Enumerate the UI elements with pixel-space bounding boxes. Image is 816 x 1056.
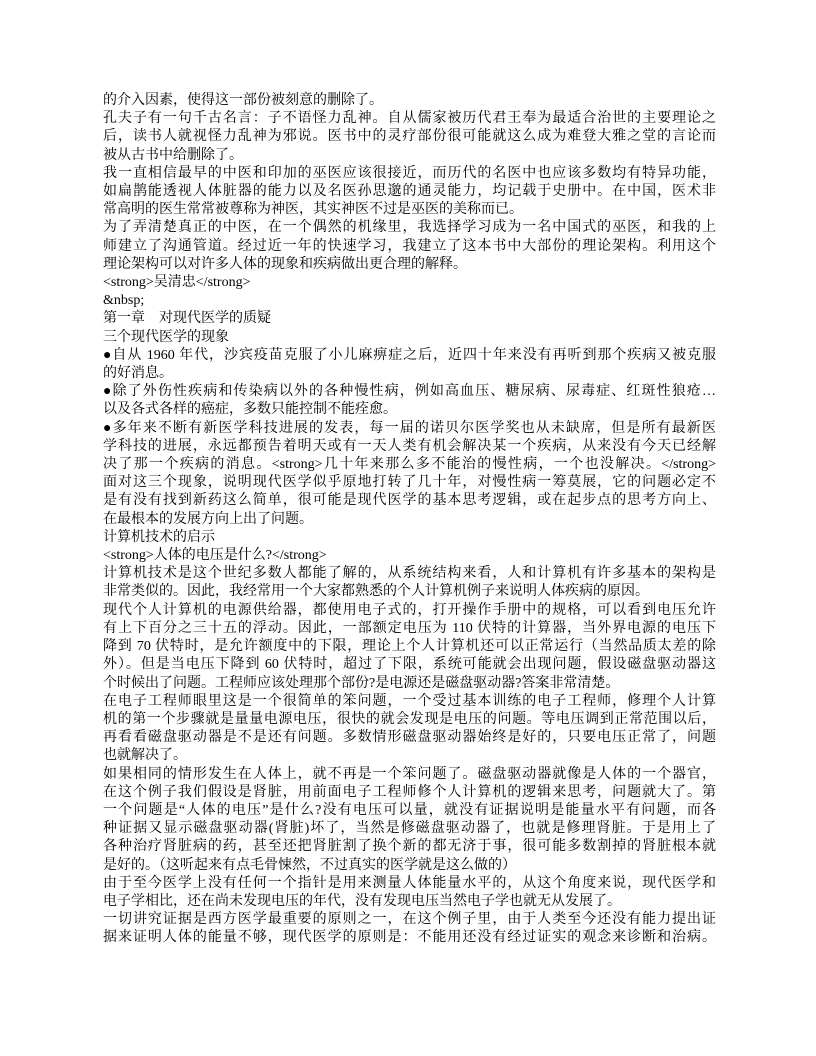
text-line: 的好消息。: [103, 366, 173, 382]
text-line: 如扁鹊能透视人体脏器的能力以及名医孙思邈的通灵能力，均记载于史册中。在中国，医术非: [103, 184, 716, 200]
text-line: 是好的。（这听起来有点毛骨悚然，不过真实的医学就是这么做的）: [103, 857, 516, 873]
text-line: 现代个人计算机的电源供给器，都使用电子式的，打开操作手册中的规格，可以看到电压允许: [103, 602, 716, 618]
text-line: 是有没有找到新药这么简单，很可能是现代医学的基本思考逻辑，或在起步点的思考方向上、: [103, 493, 716, 509]
text-line: 非常类似的。因此，我经常用一个大家都熟悉的个人计算机例子来说明人体疾病的原因。: [103, 584, 649, 600]
text-line: 再看看磁盘驱动器是不是还有问题。多数情形磁盘驱动器始终是好的，只要电压正常了，问题: [103, 730, 716, 746]
document-body: [103, 92, 716, 948]
text-line: &nbsp;: [103, 293, 145, 309]
text-line: 面对这三个现象，说明现代医学似乎原地打转了几十年，对慢性病一筹莫展，它的问题必定不: [103, 475, 716, 491]
text-line: 种证据又显示磁盘驱动器(肾脏)坏了，当然是修磁盘驱动器了，也就是修理肾脏。于是用上了: [103, 821, 716, 837]
text-line: 机的第一个步骤就是量量电源电压，很快的就会发现是电压的问题。等电压调到正常范围以后，: [103, 711, 716, 727]
text-line: <strong>人体的电压是什么?</strong>: [103, 548, 327, 564]
text-line: 决了那一个疾病的消息。<strong>几十年来那么多不能治的慢性病，一个也没解决。</strong>: [103, 457, 716, 473]
text-line: 在最根本的发展方向上出了问题。: [103, 511, 313, 527]
text-line: 第一章 对现代医学的质疑: [103, 311, 271, 327]
text-line: 后，读书人就视怪力乱神为邪说。医书中的灵疗部份很可能就这么成为难登大雅之堂的言论而: [103, 129, 716, 145]
text-line: 的介入因素，使得这一部份被刻意的删除了。: [103, 93, 383, 108]
text-line: 常高明的医生常常被尊称为神医，其实神医不过是巫医的美称而已。: [103, 202, 523, 218]
text-line: 计算机技术的启示: [103, 529, 215, 545]
text-line: 为了弄清楚真正的中医，在一个偶然的机缘里，我选择学习成为一名中国式的巫医，和我的上: [103, 220, 716, 236]
text-line: 有上下百分之三十五的浮动。因此，一部额定电压为 110 伏特的计算器，当外界电源的电压下: [103, 620, 716, 636]
text-line: 电子学相比，还在尚未发现电压的年代，没有发现电压当然电子学也就无从发展了。: [103, 893, 621, 909]
text-line: ●除了外伤性疾病和传染病以外的各种慢性病，例如高血压、糖尿病、尿毒症、红斑性狼疮…: [103, 384, 716, 400]
text-line: <strong>吴清忠</strong>: [103, 275, 251, 291]
text-line: 在这个例子我们假设是肾脏，用前面电子工程师修个人计算机的逻辑来思考，问题就大了。第: [103, 784, 716, 800]
text-line: 理论架构可以对许多人体的现象和疾病做出更合理的解释。: [103, 256, 467, 272]
text-line: 计算机技术是这个世纪多数人都能了解的，从系统结构来看，人和计算机有许多基本的架构是: [103, 566, 716, 582]
text-line: ●自从 1960 年代，沙宾疫苗克服了小儿麻痹症之后，近四十年来没有再听到那个疾病又被克服: [103, 347, 716, 363]
text-line: 学科技的进展，永远都预告着明天或有一天人类有机会解决某一个疾病，从来没有今天已经解: [103, 438, 716, 454]
text-line: 被从古书中给删除了。: [103, 147, 243, 163]
text-line: 如果相同的情形发生在人体上，就不再是一个笨问题了。磁盘驱动器就像是人体的一个器官，: [103, 766, 716, 782]
text-line: 各种治疗肾脏病的药，甚至还把肾脏割了换个新的都无济于事，很可能多数割掉的肾脏根本就: [103, 839, 716, 855]
text-line: 一切讲究证据是西方医学最重要的原则之一，在这个例子里，由于人类至今还没有能力提出证: [103, 912, 716, 928]
text-line: 外）。但是当电压下降到 60 伏特时，超过了下限，系统可能就会出现问题，假设磁盘驱动器这: [103, 657, 716, 673]
text-line: 也就解决了。: [103, 748, 187, 764]
text-line: 三个现代医学的现象: [103, 329, 229, 345]
text-line: 我一直相信最早的中医和印加的巫医应该很接近，而历代的名医中也应该多数均有特异功能，: [103, 165, 716, 181]
text-line: 据来证明人体的能量不够，现代医学的原则是：不能用还没有经过证实的观念来诊断和治病。: [103, 930, 716, 946]
text-line: 在电子工程师眼里这是一个很简单的笨问题，一个受过基本训练的电子工程师，修理个人计算: [103, 693, 716, 709]
text-line: 师建立了沟通管道。经过近一年的快速学习，我建立了这本书中大部份的理论架构。利用这个: [103, 238, 716, 254]
text-line: 一个问题是“人体的电压”是什么?没有电压可以量，就没有证据说明是能量水平有问题，而各: [103, 802, 716, 818]
text-line: ●多年来不断有新医学科技进展的发表，每一届的诺贝尔医学奖也从未缺席，但是所有最新医: [103, 420, 716, 436]
text-line: 降到 70 伏特时，是允许额度中的下限，理论上个人计算机还可以正常运行（当然品质太差的除: [103, 639, 716, 655]
text-line: 孔夫子有一句千古名言：子不语怪力乱神。自从儒家被历代君王奉为最适合治世的主要理论之: [103, 111, 716, 127]
text-line: 以及各式各样的癌症，多数只能控制不能痊愈。: [103, 402, 397, 418]
text-line: 由于至今医学上没有任何一个指针是用来测量人体能量水平的，从这个角度来说，现代医学和: [103, 875, 716, 891]
text-line: 个时候出了问题。工程师应该处理那个部份?是电源还是磁盘驱动器?答案非常清楚。: [103, 675, 620, 691]
